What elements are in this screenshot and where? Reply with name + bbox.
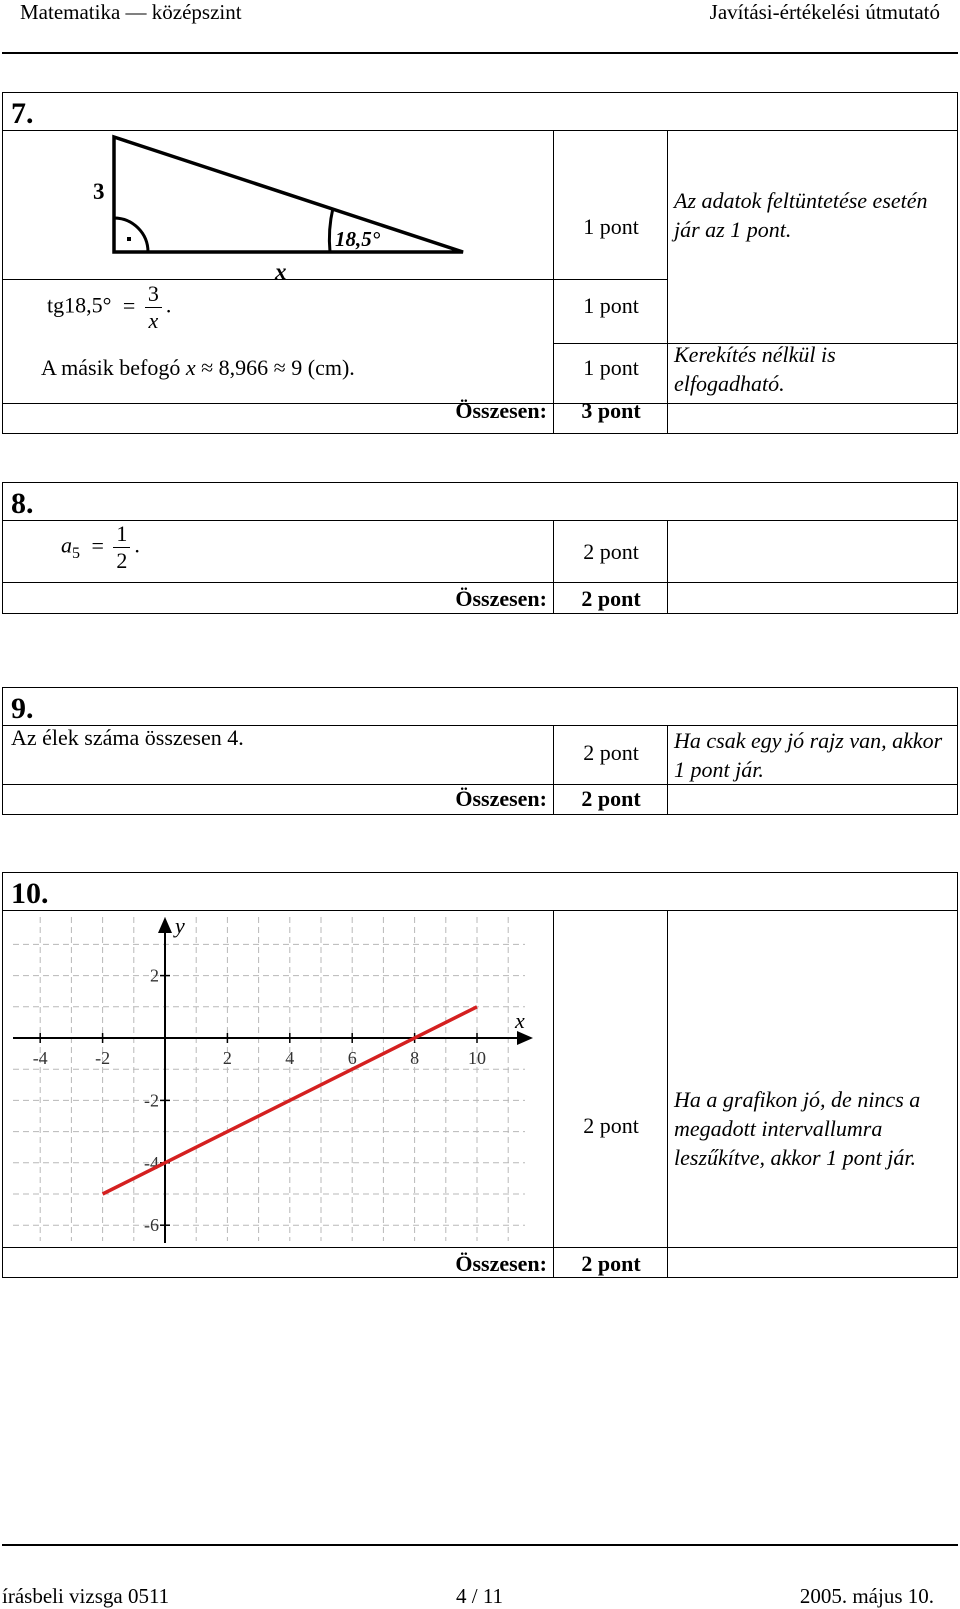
task-number: 10. bbox=[11, 877, 49, 910]
scoring-note: Kerekítés nélkül is elfogadható. bbox=[674, 342, 836, 396]
page-header bbox=[0, 0, 960, 50]
equation-leg bbox=[41, 355, 355, 381]
col-divider bbox=[553, 910, 554, 1277]
angle-label: 18,5° bbox=[335, 227, 381, 251]
y-axis-arrow bbox=[158, 917, 172, 933]
y-tick-label: -6 bbox=[144, 1215, 159, 1236]
triangle-figure bbox=[91, 133, 471, 283]
subscript: 5 bbox=[72, 544, 80, 562]
total-label: Összesen: bbox=[455, 398, 547, 423]
total-points: 2 pont bbox=[581, 1251, 641, 1276]
footer-page-number: 4 / 11 bbox=[456, 1584, 504, 1608]
linear-function-graph bbox=[11, 913, 551, 1245]
header-guide-title: Javítási-értékelési útmutató bbox=[709, 0, 940, 24]
task-number: 8. bbox=[11, 487, 34, 520]
equation-a5 bbox=[61, 521, 140, 574]
numerator: 1 bbox=[113, 521, 130, 548]
scoring-note: Ha csak egy jó rajz van, akkor 1 pont jár. bbox=[674, 728, 943, 782]
row-divider bbox=[3, 130, 957, 131]
fraction bbox=[113, 521, 130, 574]
x-tick-label: -2 bbox=[95, 1048, 111, 1068]
row-divider bbox=[3, 784, 957, 785]
footer-date: 2005. május 10. bbox=[799, 1584, 934, 1608]
total-points: 2 pont bbox=[581, 786, 641, 811]
row-divider bbox=[3, 520, 957, 521]
task-number: 9. bbox=[11, 692, 34, 725]
denominator: x bbox=[148, 308, 159, 333]
task-10-table bbox=[2, 872, 958, 1278]
points-cell: 1 pont bbox=[583, 293, 639, 318]
footer-exam-code: írásbeli vizsga 0511 bbox=[2, 1584, 170, 1608]
equation-variable: x bbox=[185, 355, 196, 380]
equation-tangent bbox=[47, 281, 171, 334]
x-axis-label: x bbox=[515, 1008, 525, 1033]
fraction bbox=[145, 281, 162, 334]
task-8-table bbox=[2, 482, 958, 614]
points-cell: 2 pont bbox=[583, 740, 639, 765]
right-triangle bbox=[114, 137, 463, 252]
total-points: 2 pont bbox=[581, 586, 641, 611]
total-points: 3 pont bbox=[581, 398, 641, 423]
col-divider bbox=[553, 520, 554, 613]
equation-value: ≈ 8,966 ≈ 9 (cm). bbox=[201, 355, 355, 380]
col-divider bbox=[553, 725, 554, 814]
footer-rule bbox=[2, 1544, 958, 1546]
points-cell: 1 pont bbox=[583, 214, 639, 239]
total-label: Összesen: bbox=[455, 1251, 547, 1276]
header-subject: Matematika — középszint bbox=[20, 0, 242, 24]
x-tick-label: 8 bbox=[410, 1048, 420, 1068]
denominator: 2 bbox=[116, 548, 128, 573]
numerator: 3 bbox=[145, 281, 162, 308]
x-tick-label: 6 bbox=[347, 1048, 357, 1068]
row-divider bbox=[3, 582, 957, 583]
x-tick-label: -4 bbox=[32, 1048, 48, 1068]
scoring-note: Ha a grafikon jó, de nincs a megadott intervallumra leszűkítve, akkor 1 pont jár. bbox=[674, 1087, 921, 1170]
x-tick-label: 10 bbox=[468, 1048, 486, 1068]
task-9-table bbox=[2, 687, 958, 815]
points-cell: 2 pont bbox=[583, 1113, 639, 1138]
angle-arc bbox=[329, 208, 333, 252]
x-tick-label: 4 bbox=[285, 1048, 295, 1068]
variable-a: a bbox=[61, 532, 72, 558]
equation-lhs: tg18,5° bbox=[47, 292, 112, 318]
col-divider bbox=[667, 130, 668, 433]
task-7-table bbox=[2, 92, 958, 434]
col-divider bbox=[667, 520, 668, 613]
y-axis-label: y bbox=[175, 913, 185, 938]
points-cell: 1 pont bbox=[583, 355, 639, 380]
header-rule bbox=[2, 52, 958, 54]
x-axis-arrow bbox=[517, 1031, 533, 1045]
equals-sign: = bbox=[122, 292, 136, 318]
period: . bbox=[165, 292, 172, 318]
x-tick-label: 2 bbox=[222, 1048, 232, 1068]
total-label: Összesen: bbox=[455, 786, 547, 811]
equals-sign: = bbox=[91, 532, 104, 558]
y-tick-label: -2 bbox=[144, 1090, 159, 1111]
equation-text: A másik befogó bbox=[41, 355, 181, 380]
col-divider bbox=[667, 725, 668, 814]
row-divider bbox=[3, 910, 957, 911]
y-tick-label: 2 bbox=[150, 965, 159, 986]
col-divider bbox=[667, 910, 668, 1277]
row-divider bbox=[3, 1247, 957, 1248]
task-number: 7. bbox=[11, 97, 34, 130]
base-label: x bbox=[275, 259, 287, 283]
side-label: 3 bbox=[93, 179, 105, 204]
right-angle-arc bbox=[114, 218, 148, 252]
points-cell: 2 pont bbox=[583, 539, 639, 564]
right-angle-dot bbox=[127, 237, 131, 241]
answer-text: Az élek száma összesen 4. bbox=[11, 725, 244, 750]
col-divider bbox=[553, 130, 554, 433]
total-label: Összesen: bbox=[455, 586, 547, 611]
scoring-note: Az adatok feltüntetése esetén jár az 1 pont. bbox=[674, 188, 928, 242]
period: . bbox=[134, 532, 140, 558]
y-tick-label: -4 bbox=[144, 1152, 159, 1173]
